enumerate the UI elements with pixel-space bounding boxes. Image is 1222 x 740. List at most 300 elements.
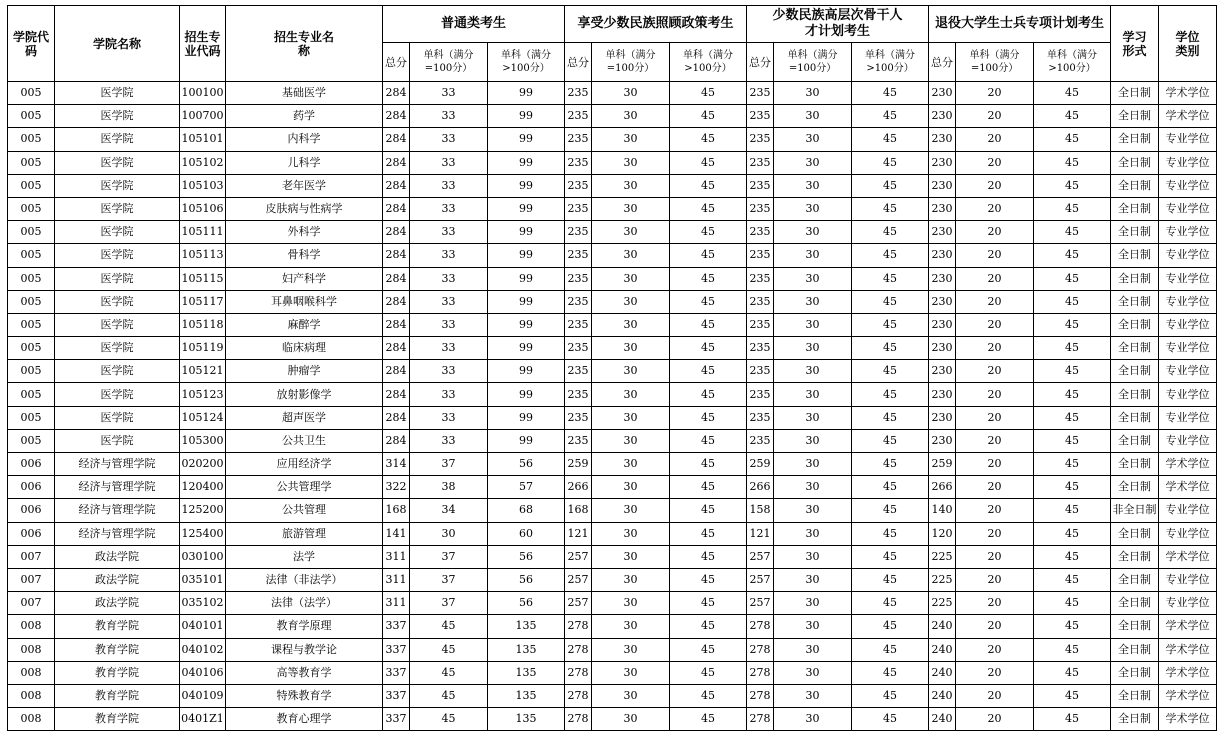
cell-college-name: 医学院 <box>55 82 180 105</box>
cell-general-single-100: 33 <box>410 406 488 429</box>
cell-backbone-single-100: 30 <box>774 128 852 151</box>
cell-backbone-single-gt100: 45 <box>852 545 929 568</box>
cell-veteran-total: 230 <box>929 82 956 105</box>
cell-major-code: 105123 <box>180 383 226 406</box>
cell-backbone-single-gt100: 45 <box>852 128 929 151</box>
header-policy-total: 总分 <box>565 43 592 82</box>
cell-general-single-gt100: 99 <box>488 221 565 244</box>
cell-major-code: 105111 <box>180 221 226 244</box>
cell-veteran-single-gt100: 45 <box>1034 545 1111 568</box>
cell-veteran-single-gt100: 45 <box>1034 661 1111 684</box>
cell-veteran-single-gt100: 45 <box>1034 360 1111 383</box>
cell-college-name: 经济与管理学院 <box>55 499 180 522</box>
cell-backbone-total: 235 <box>747 244 774 267</box>
cell-general-single-gt100: 135 <box>488 615 565 638</box>
cell-backbone-single-100: 30 <box>774 708 852 731</box>
cell-study-mode: 全日制 <box>1111 267 1159 290</box>
cell-degree-type: 专业学位 <box>1159 197 1217 220</box>
cell-policy-single-100: 30 <box>592 522 670 545</box>
table-row <box>8 290 1217 313</box>
cell-general-total: 284 <box>383 313 410 336</box>
header-group-minority-backbone-text: 少数民族高层次骨干人才计划考生 <box>772 8 903 39</box>
table-row <box>8 592 1217 615</box>
cell-veteran-single-100: 20 <box>956 476 1034 499</box>
cell-study-mode: 全日制 <box>1111 105 1159 128</box>
cell-veteran-single-100: 20 <box>956 360 1034 383</box>
cell-college-name: 医学院 <box>55 197 180 220</box>
cell-veteran-total: 230 <box>929 151 956 174</box>
cell-veteran-total: 240 <box>929 661 956 684</box>
cell-veteran-single-gt100: 45 <box>1034 406 1111 429</box>
cell-general-single-gt100: 56 <box>488 453 565 476</box>
cell-veteran-single-100: 20 <box>956 522 1034 545</box>
cell-general-single-100: 33 <box>410 337 488 360</box>
header-study-mode <box>1111 6 1159 82</box>
cell-general-single-100: 30 <box>410 522 488 545</box>
cell-study-mode: 全日制 <box>1111 82 1159 105</box>
cell-policy-total: 257 <box>565 592 592 615</box>
table-row <box>8 337 1217 360</box>
cell-backbone-single-gt100: 45 <box>852 708 929 731</box>
cell-study-mode: 全日制 <box>1111 684 1159 707</box>
cell-veteran-total: 230 <box>929 337 956 360</box>
cell-general-single-gt100: 56 <box>488 545 565 568</box>
cell-general-total: 284 <box>383 174 410 197</box>
cell-policy-total: 235 <box>565 290 592 313</box>
cell-backbone-total: 235 <box>747 290 774 313</box>
cell-veteran-total: 240 <box>929 708 956 731</box>
cell-policy-total: 235 <box>565 174 592 197</box>
cell-backbone-single-gt100: 45 <box>852 290 929 313</box>
cell-policy-single-100: 30 <box>592 151 670 174</box>
cell-backbone-total: 235 <box>747 82 774 105</box>
cell-college-name: 教育学院 <box>55 661 180 684</box>
cell-policy-single-gt100: 45 <box>670 684 747 707</box>
cell-policy-total: 235 <box>565 360 592 383</box>
cell-backbone-single-gt100: 45 <box>852 684 929 707</box>
cell-backbone-single-100: 30 <box>774 453 852 476</box>
header-major-code: 招生专业代码 <box>180 6 226 82</box>
cell-college-code: 005 <box>8 267 55 290</box>
cell-general-single-gt100: 99 <box>488 313 565 336</box>
cell-policy-total: 235 <box>565 197 592 220</box>
header-group-minority-backbone <box>747 6 929 43</box>
cell-major-code: 040101 <box>180 615 226 638</box>
cell-study-mode: 全日制 <box>1111 545 1159 568</box>
table-row <box>8 522 1217 545</box>
table-row <box>8 661 1217 684</box>
cell-backbone-single-100: 30 <box>774 522 852 545</box>
cell-college-name: 教育学院 <box>55 708 180 731</box>
cell-policy-single-gt100: 45 <box>670 128 747 151</box>
cell-policy-total: 266 <box>565 476 592 499</box>
table-row <box>8 615 1217 638</box>
cell-major-name: 公共管理学 <box>226 476 383 499</box>
cell-backbone-total: 235 <box>747 360 774 383</box>
cell-backbone-single-100: 30 <box>774 244 852 267</box>
cell-degree-type: 专业学位 <box>1159 568 1217 591</box>
cell-backbone-total: 278 <box>747 615 774 638</box>
cell-major-name: 外科学 <box>226 221 383 244</box>
cell-college-name: 医学院 <box>55 105 180 128</box>
cell-backbone-single-100: 30 <box>774 82 852 105</box>
cell-study-mode: 全日制 <box>1111 337 1159 360</box>
cell-policy-total: 235 <box>565 313 592 336</box>
cell-general-single-100: 33 <box>410 360 488 383</box>
cell-major-code: 120400 <box>180 476 226 499</box>
cell-policy-total: 257 <box>565 545 592 568</box>
cell-major-code: 105102 <box>180 151 226 174</box>
cell-degree-type: 学术学位 <box>1159 615 1217 638</box>
cell-college-name: 医学院 <box>55 313 180 336</box>
cell-policy-total: 278 <box>565 684 592 707</box>
cell-backbone-total: 278 <box>747 638 774 661</box>
cell-general-total: 284 <box>383 383 410 406</box>
cell-general-single-gt100: 56 <box>488 568 565 591</box>
cell-backbone-single-100: 30 <box>774 499 852 522</box>
cell-policy-single-100: 30 <box>592 174 670 197</box>
cell-general-single-100: 33 <box>410 383 488 406</box>
cell-college-code: 008 <box>8 661 55 684</box>
header-general-total: 总分 <box>383 43 410 82</box>
cell-general-single-gt100: 99 <box>488 406 565 429</box>
cell-backbone-single-100: 30 <box>774 568 852 591</box>
cell-major-name: 特殊教育学 <box>226 684 383 707</box>
cell-general-single-gt100: 56 <box>488 592 565 615</box>
cell-major-code: 105121 <box>180 360 226 383</box>
cell-policy-single-100: 30 <box>592 267 670 290</box>
cell-general-single-100: 33 <box>410 128 488 151</box>
table-row <box>8 221 1217 244</box>
cell-policy-total: 259 <box>565 453 592 476</box>
cell-degree-type: 专业学位 <box>1159 128 1217 151</box>
table-row <box>8 476 1217 499</box>
cell-backbone-single-gt100: 45 <box>852 406 929 429</box>
cell-policy-total: 121 <box>565 522 592 545</box>
cell-general-total: 311 <box>383 545 410 568</box>
header-backbone-single-gt100-text: 单科（满分>100分） <box>865 50 916 74</box>
table-row <box>8 313 1217 336</box>
cell-college-name: 医学院 <box>55 151 180 174</box>
cell-major-name: 法律（法学） <box>226 592 383 615</box>
cell-backbone-total: 235 <box>747 383 774 406</box>
cell-general-single-100: 33 <box>410 429 488 452</box>
cell-policy-single-gt100: 45 <box>670 105 747 128</box>
cell-general-single-100: 37 <box>410 568 488 591</box>
table-row <box>8 638 1217 661</box>
cell-general-total: 314 <box>383 453 410 476</box>
cell-backbone-single-100: 30 <box>774 267 852 290</box>
cell-study-mode: 全日制 <box>1111 406 1159 429</box>
header-policy-single-100-text: 单科（满分=100分） <box>605 50 656 74</box>
cell-policy-single-gt100: 45 <box>670 360 747 383</box>
cell-major-name: 法律（非法学） <box>226 568 383 591</box>
cell-general-single-100: 33 <box>410 197 488 220</box>
cell-degree-type: 专业学位 <box>1159 244 1217 267</box>
cell-backbone-single-gt100: 45 <box>852 568 929 591</box>
cell-backbone-single-gt100: 45 <box>852 522 929 545</box>
cell-backbone-single-100: 30 <box>774 383 852 406</box>
cell-college-code: 008 <box>8 638 55 661</box>
header-veteran-single-100 <box>956 43 1034 82</box>
cell-major-name: 公共卫生 <box>226 429 383 452</box>
cell-policy-single-100: 30 <box>592 638 670 661</box>
cell-college-code: 008 <box>8 708 55 731</box>
cell-backbone-single-100: 30 <box>774 105 852 128</box>
cell-veteran-total: 230 <box>929 174 956 197</box>
cell-college-name: 医学院 <box>55 337 180 360</box>
cell-major-code: 125200 <box>180 499 226 522</box>
score-table <box>7 5 1217 731</box>
cell-backbone-single-gt100: 45 <box>852 151 929 174</box>
cell-veteran-single-gt100: 45 <box>1034 476 1111 499</box>
cell-general-single-gt100: 135 <box>488 661 565 684</box>
cell-college-code: 006 <box>8 522 55 545</box>
cell-general-single-100: 37 <box>410 545 488 568</box>
cell-study-mode: 全日制 <box>1111 453 1159 476</box>
cell-general-single-100: 33 <box>410 313 488 336</box>
cell-backbone-single-gt100: 45 <box>852 313 929 336</box>
cell-major-name: 教育心理学 <box>226 708 383 731</box>
cell-backbone-single-100: 30 <box>774 638 852 661</box>
cell-policy-total: 235 <box>565 105 592 128</box>
cell-college-code: 006 <box>8 453 55 476</box>
cell-backbone-total: 257 <box>747 568 774 591</box>
cell-policy-total: 235 <box>565 244 592 267</box>
cell-college-code: 007 <box>8 592 55 615</box>
cell-college-code: 005 <box>8 128 55 151</box>
cell-backbone-total: 278 <box>747 708 774 731</box>
cell-policy-single-100: 30 <box>592 545 670 568</box>
cell-backbone-total: 158 <box>747 499 774 522</box>
cell-college-code: 005 <box>8 174 55 197</box>
table-row <box>8 105 1217 128</box>
cell-college-code: 005 <box>8 383 55 406</box>
cell-college-name: 医学院 <box>55 290 180 313</box>
cell-veteran-single-gt100: 45 <box>1034 290 1111 313</box>
cell-major-code: 105119 <box>180 337 226 360</box>
cell-veteran-total: 120 <box>929 522 956 545</box>
cell-college-name: 教育学院 <box>55 638 180 661</box>
cell-backbone-single-gt100: 45 <box>852 221 929 244</box>
cell-policy-total: 278 <box>565 708 592 731</box>
table-row <box>8 128 1217 151</box>
cell-degree-type: 专业学位 <box>1159 221 1217 244</box>
cell-general-single-100: 45 <box>410 615 488 638</box>
cell-policy-single-100: 30 <box>592 360 670 383</box>
cell-backbone-single-gt100: 45 <box>852 661 929 684</box>
cell-backbone-total: 235 <box>747 337 774 360</box>
cell-backbone-single-gt100: 45 <box>852 174 929 197</box>
cell-general-total: 337 <box>383 708 410 731</box>
cell-major-name: 公共管理 <box>226 499 383 522</box>
cell-backbone-total: 235 <box>747 174 774 197</box>
cell-policy-single-100: 30 <box>592 453 670 476</box>
header-degree-type-text: 学位类别 <box>1175 29 1200 58</box>
cell-study-mode: 全日制 <box>1111 522 1159 545</box>
cell-degree-type: 学术学位 <box>1159 545 1217 568</box>
cell-policy-total: 168 <box>565 499 592 522</box>
cell-general-single-gt100: 135 <box>488 638 565 661</box>
cell-major-code: 0401Z1 <box>180 708 226 731</box>
cell-general-total: 284 <box>383 290 410 313</box>
cell-veteran-single-100: 20 <box>956 499 1034 522</box>
cell-backbone-single-100: 30 <box>774 429 852 452</box>
cell-policy-single-100: 30 <box>592 82 670 105</box>
cell-general-single-100: 34 <box>410 499 488 522</box>
cell-general-single-100: 33 <box>410 221 488 244</box>
cell-study-mode: 全日制 <box>1111 476 1159 499</box>
cell-study-mode: 全日制 <box>1111 592 1159 615</box>
cell-general-single-gt100: 99 <box>488 197 565 220</box>
cell-college-code: 007 <box>8 568 55 591</box>
header-backbone-total: 总分 <box>747 43 774 82</box>
cell-general-single-100: 33 <box>410 290 488 313</box>
cell-veteran-single-gt100: 45 <box>1034 105 1111 128</box>
cell-veteran-total: 230 <box>929 313 956 336</box>
cell-major-name: 超声医学 <box>226 406 383 429</box>
cell-major-name: 高等教育学 <box>226 661 383 684</box>
cell-college-name: 政法学院 <box>55 545 180 568</box>
cell-major-code: 105101 <box>180 128 226 151</box>
cell-policy-single-gt100: 45 <box>670 406 747 429</box>
cell-policy-total: 278 <box>565 638 592 661</box>
cell-backbone-total: 235 <box>747 313 774 336</box>
cell-veteran-single-100: 20 <box>956 661 1034 684</box>
cell-major-code: 105113 <box>180 244 226 267</box>
cell-policy-single-gt100: 45 <box>670 244 747 267</box>
cell-general-total: 337 <box>383 615 410 638</box>
cell-degree-type: 学术学位 <box>1159 684 1217 707</box>
cell-policy-single-100: 30 <box>592 499 670 522</box>
cell-policy-single-100: 30 <box>592 197 670 220</box>
cell-college-name: 医学院 <box>55 174 180 197</box>
cell-veteran-single-gt100: 45 <box>1034 708 1111 731</box>
cell-veteran-single-100: 20 <box>956 684 1034 707</box>
cell-major-code: 105115 <box>180 267 226 290</box>
cell-veteran-single-100: 20 <box>956 221 1034 244</box>
cell-backbone-single-gt100: 45 <box>852 267 929 290</box>
cell-college-name: 医学院 <box>55 244 180 267</box>
cell-major-code: 035102 <box>180 592 226 615</box>
cell-policy-single-100: 30 <box>592 429 670 452</box>
cell-college-code: 005 <box>8 429 55 452</box>
cell-policy-total: 235 <box>565 337 592 360</box>
cell-college-name: 医学院 <box>55 221 180 244</box>
cell-college-name: 经济与管理学院 <box>55 476 180 499</box>
cell-backbone-single-gt100: 45 <box>852 197 929 220</box>
cell-college-code: 005 <box>8 82 55 105</box>
table-row <box>8 568 1217 591</box>
cell-backbone-single-100: 30 <box>774 545 852 568</box>
cell-study-mode: 全日制 <box>1111 708 1159 731</box>
cell-general-single-gt100: 60 <box>488 522 565 545</box>
cell-policy-total: 235 <box>565 221 592 244</box>
cell-backbone-single-100: 30 <box>774 313 852 336</box>
cell-major-name: 临床病理 <box>226 337 383 360</box>
cell-backbone-single-100: 30 <box>774 615 852 638</box>
table-row <box>8 197 1217 220</box>
cell-general-single-100: 45 <box>410 661 488 684</box>
cell-veteran-total: 230 <box>929 128 956 151</box>
cell-policy-total: 235 <box>565 82 592 105</box>
cell-study-mode: 全日制 <box>1111 360 1159 383</box>
cell-study-mode: 全日制 <box>1111 197 1159 220</box>
cell-general-total: 337 <box>383 638 410 661</box>
cell-general-total: 284 <box>383 197 410 220</box>
cell-policy-single-gt100: 45 <box>670 290 747 313</box>
cell-general-single-gt100: 99 <box>488 360 565 383</box>
header-group-veteran: 退役大学生士兵专项计划考生 <box>929 6 1111 43</box>
cell-veteran-total: 230 <box>929 267 956 290</box>
cell-backbone-single-100: 30 <box>774 151 852 174</box>
cell-major-code: 100100 <box>180 82 226 105</box>
cell-general-total: 337 <box>383 661 410 684</box>
header-college-name: 学院名称 <box>55 6 180 82</box>
cell-veteran-single-100: 20 <box>956 128 1034 151</box>
cell-college-code: 006 <box>8 476 55 499</box>
cell-general-single-100: 37 <box>410 453 488 476</box>
cell-study-mode: 全日制 <box>1111 383 1159 406</box>
cell-policy-single-100: 30 <box>592 244 670 267</box>
cell-college-name: 经济与管理学院 <box>55 522 180 545</box>
cell-veteran-single-100: 20 <box>956 151 1034 174</box>
cell-policy-single-100: 30 <box>592 615 670 638</box>
cell-veteran-single-100: 20 <box>956 244 1034 267</box>
cell-major-name: 儿科学 <box>226 151 383 174</box>
cell-policy-single-gt100: 45 <box>670 522 747 545</box>
cell-veteran-total: 230 <box>929 105 956 128</box>
cell-veteran-single-100: 20 <box>956 592 1034 615</box>
cell-general-total: 284 <box>383 429 410 452</box>
cell-general-single-gt100: 99 <box>488 290 565 313</box>
cell-veteran-single-gt100: 45 <box>1034 221 1111 244</box>
cell-college-code: 005 <box>8 244 55 267</box>
cell-general-total: 284 <box>383 267 410 290</box>
cell-policy-single-gt100: 45 <box>670 708 747 731</box>
cell-backbone-single-100: 30 <box>774 360 852 383</box>
cell-major-name: 老年医学 <box>226 174 383 197</box>
cell-backbone-single-gt100: 45 <box>852 499 929 522</box>
cell-veteran-single-100: 20 <box>956 337 1034 360</box>
table-header <box>8 6 1217 82</box>
cell-veteran-total: 230 <box>929 383 956 406</box>
table-row <box>8 545 1217 568</box>
header-backbone-single-100-text: 单科（满分=100分） <box>787 50 838 74</box>
header-veteran-single-gt100 <box>1034 43 1111 82</box>
header-group-general: 普通类考生 <box>383 6 565 43</box>
cell-major-name: 麻醉学 <box>226 313 383 336</box>
table-row <box>8 82 1217 105</box>
cell-major-name: 法学 <box>226 545 383 568</box>
cell-backbone-single-100: 30 <box>774 174 852 197</box>
cell-veteran-single-100: 20 <box>956 383 1034 406</box>
cell-general-single-gt100: 99 <box>488 105 565 128</box>
cell-veteran-total: 140 <box>929 499 956 522</box>
cell-veteran-single-100: 20 <box>956 197 1034 220</box>
cell-general-single-gt100: 99 <box>488 128 565 151</box>
cell-veteran-total: 230 <box>929 290 956 313</box>
cell-general-single-gt100: 99 <box>488 174 565 197</box>
cell-backbone-single-100: 30 <box>774 221 852 244</box>
cell-major-code: 105106 <box>180 197 226 220</box>
cell-major-code: 040102 <box>180 638 226 661</box>
cell-general-single-gt100: 99 <box>488 383 565 406</box>
cell-degree-type: 专业学位 <box>1159 174 1217 197</box>
cell-policy-total: 235 <box>565 128 592 151</box>
cell-major-name: 内科学 <box>226 128 383 151</box>
cell-veteran-single-gt100: 45 <box>1034 174 1111 197</box>
